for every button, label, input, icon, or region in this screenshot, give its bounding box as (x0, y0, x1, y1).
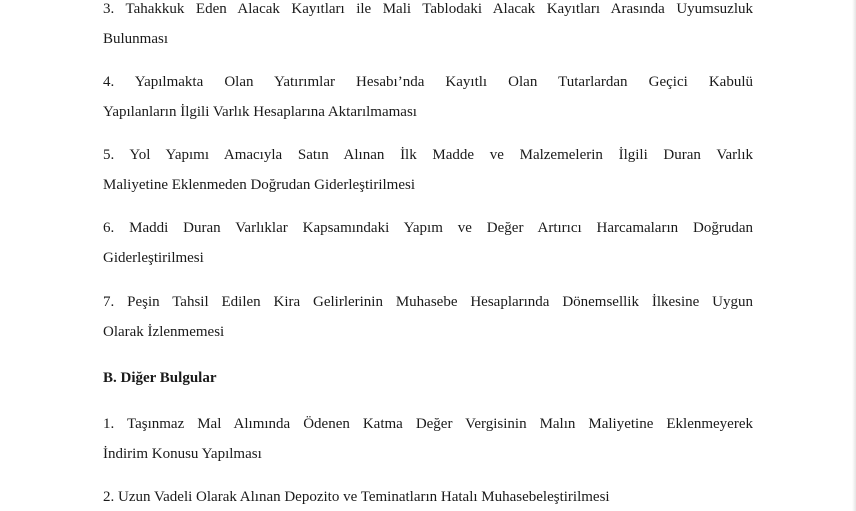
finding-item-7-line-1: 7. Peşin Tahsil Edilen Kira Gelirlerinin Muhasebe Hesaplarında Dönemsellik İlkesine Uygun (103, 294, 753, 310)
other-finding-item-1-line-1: 1. Taşınmaz Mal Alımında Ödenen Katma Değer Vergisinin Malın Maliyetine Eklenmeyerek (103, 416, 753, 432)
finding-item-3 (103, 0, 753, 54)
other-finding-item-1-line-2: İndirim Konusu Yapılması (103, 446, 262, 462)
page-edge-shadow (852, 0, 856, 511)
finding-item-4 (103, 67, 753, 127)
other-finding-item-1 (103, 409, 753, 469)
finding-item-7 (103, 287, 753, 347)
other-finding-item-2 (103, 482, 753, 511)
finding-item-4-line-2: Yapılanların İlgili Varlık Hesaplarına Aktarılmaması (103, 104, 417, 120)
finding-item-6 (103, 213, 753, 273)
finding-item-7-line-2: Olarak İzlenmemesi (103, 324, 225, 340)
finding-item-3-line-2: Bulunması (103, 31, 169, 47)
finding-item-5-line-1: 5. Yol Yapımı Amacıyla Satın Alınan İlk Madde ve Malzemelerin İlgili Duran Varlık (103, 147, 753, 163)
finding-item-5 (103, 140, 753, 200)
section-heading-b-text: B. Diğer Bulgular (103, 370, 217, 386)
finding-item-6-line-2: Giderleştirilmesi (103, 250, 204, 266)
finding-item-3-line-1: 3. Tahakkuk Eden Alacak Kayıtları ile Mali Tablodaki Alacak Kayıtları Arasında Uyumsuzluk (103, 1, 753, 17)
section-heading-b (103, 363, 753, 393)
finding-item-5-line-2: Maliyetine Eklenmeden Doğrudan Giderleştirilmesi (103, 177, 415, 193)
finding-item-6-line-1: 6. Maddi Duran Varlıklar Kapsamındaki Yapım ve Değer Artırıcı Harcamaların Doğrudan (103, 220, 753, 236)
other-finding-item-2-line-1: 2. Uzun Vadeli Olarak Alınan Depozito ve Teminatların Hatalı Muhasebeleştirilmesi (103, 489, 610, 505)
finding-item-4-line-1: 4. Yapılmakta Olan Yatırımlar Hesabı’nda Kayıtlı Olan Tutarlardan Geçici Kabulü (103, 74, 753, 90)
